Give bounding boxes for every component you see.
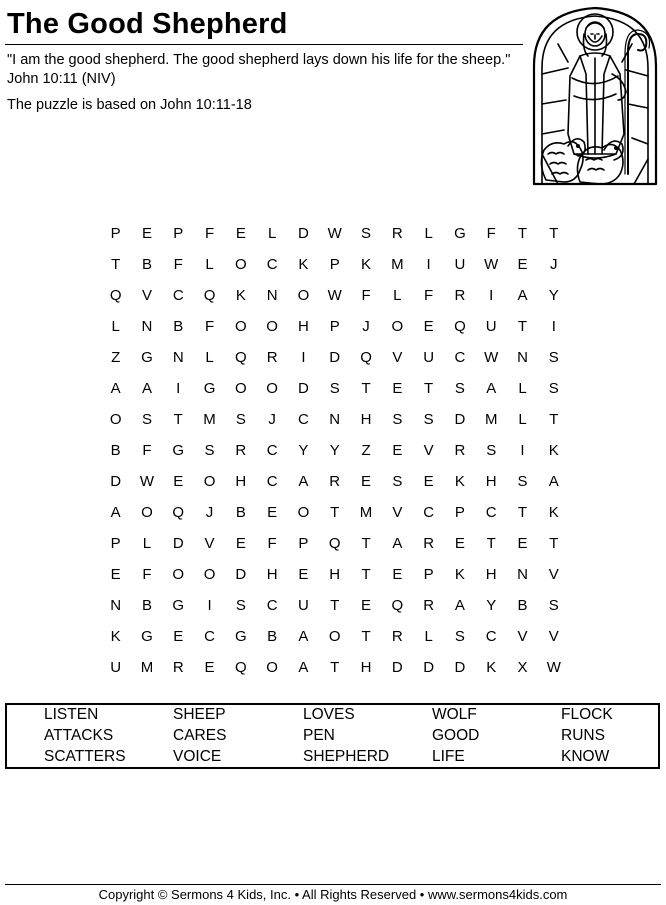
grid-letter[interactable]: A (298, 659, 309, 676)
grid-letter[interactable]: Y (548, 287, 559, 304)
grid-letter[interactable]: H (360, 411, 372, 428)
grid-letter[interactable]: S (517, 473, 528, 490)
grid-letter[interactable]: N (517, 349, 528, 366)
grid-letter[interactable]: D (329, 349, 341, 366)
grid-letter[interactable]: S (548, 380, 559, 397)
grid-letter[interactable]: B (173, 318, 184, 335)
grid-letter[interactable]: H (266, 566, 278, 583)
grid-letter[interactable]: B (267, 628, 278, 645)
grid-letter[interactable]: N (141, 318, 153, 335)
grid-letter[interactable]: I (520, 442, 525, 459)
grid-letter[interactable]: O (235, 256, 247, 273)
grid-letter[interactable]: P (298, 535, 309, 552)
grid-letter[interactable]: A (298, 628, 309, 645)
grid-letter[interactable]: N (172, 349, 184, 366)
grid-letter[interactable]: A (486, 380, 497, 397)
grid-letter[interactable]: P (423, 566, 434, 583)
grid-letter[interactable]: S (235, 411, 246, 428)
grid-letter[interactable]: V (392, 504, 403, 521)
grid-letter[interactable]: T (361, 566, 371, 583)
grid-row (100, 249, 569, 280)
grid-letter[interactable]: Q (328, 535, 341, 552)
grid-letter[interactable]: D (423, 659, 435, 676)
grid-letter[interactable]: U (423, 349, 435, 366)
grid-letter[interactable]: S (454, 628, 465, 645)
grid-row (100, 497, 569, 528)
grid-letter[interactable]: S (423, 411, 434, 428)
word-search-grid (100, 218, 569, 683)
grid-letter[interactable]: D (110, 473, 122, 490)
grid-letter[interactable]: P (110, 535, 121, 552)
grid-letter[interactable]: W (484, 256, 499, 273)
page-title: The Good Shepherd (7, 8, 288, 40)
grid-letter[interactable]: N (517, 566, 528, 583)
grid-letter[interactable]: U (485, 318, 497, 335)
grid-letter[interactable]: Q (391, 597, 404, 614)
grid-row (100, 528, 569, 559)
grid-letter[interactable]: G (172, 597, 185, 614)
grid-letter[interactable]: V (548, 628, 559, 645)
grid-letter[interactable]: P (173, 225, 184, 242)
grid-letter[interactable]: U (298, 597, 309, 614)
grid-letter[interactable]: T (549, 535, 559, 552)
grid-letter[interactable]: H (235, 473, 247, 490)
grid-letter[interactable]: J (268, 411, 276, 428)
word-bank-item: GOOD (432, 727, 480, 744)
grid-letter[interactable]: J (550, 256, 558, 273)
grid-letter[interactable]: E (392, 380, 403, 397)
grid-letter[interactable]: T (330, 597, 340, 614)
grid-letter[interactable]: A (454, 597, 465, 614)
grid-letter[interactable]: H (485, 566, 497, 583)
grid-letter[interactable]: M (391, 256, 404, 273)
grid-letter[interactable]: T (173, 411, 183, 428)
word-bank-item: LISTEN (44, 706, 99, 723)
grid-letter[interactable]: L (142, 535, 152, 552)
grid-letter[interactable]: D (391, 659, 403, 676)
grid-row (100, 590, 569, 621)
word-bank-item: SHEEP (173, 706, 226, 723)
grid-letter[interactable]: T (549, 225, 559, 242)
grid-letter[interactable]: I (301, 349, 306, 366)
grid-letter[interactable]: G (141, 628, 153, 645)
grid-row (100, 466, 569, 497)
grid-letter[interactable]: V (392, 349, 403, 366)
grid-letter[interactable]: P (329, 256, 340, 273)
grid-letter[interactable]: B (517, 597, 528, 614)
grid-letter[interactable]: L (393, 287, 402, 304)
word-bank-item: LOVES (303, 706, 355, 723)
grid-letter[interactable]: F (361, 287, 371, 304)
grid-row (100, 652, 569, 683)
grid-letter[interactable]: E (141, 225, 152, 242)
grid-letter[interactable]: H (360, 659, 372, 676)
grid-letter[interactable]: G (454, 225, 466, 242)
word-bank-item: CARES (173, 727, 227, 744)
grid-letter[interactable]: K (548, 442, 559, 459)
grid-letter[interactable]: Y (329, 442, 340, 459)
grid-letter[interactable]: M (140, 659, 154, 676)
grid-letter[interactable]: E (173, 473, 184, 490)
scripture-verse: "I am the good shepherd. The good shepherd lays down his life for the sheep." John 10:11 (NIV) (7, 52, 511, 87)
grid-letter[interactable]: U (454, 256, 466, 273)
shepherd-illustration (528, 4, 662, 186)
grid-letter[interactable]: Q (360, 349, 372, 366)
grid-letter[interactable]: N (329, 411, 341, 428)
grid-letter[interactable]: P (454, 504, 465, 521)
word-bank-item: KNOW (561, 748, 610, 765)
grid-letter[interactable]: Q (235, 349, 247, 366)
grid-letter[interactable]: K (298, 256, 309, 273)
grid-letter[interactable]: A (110, 380, 121, 397)
grid-letter[interactable]: G (141, 349, 153, 366)
grid-letter[interactable]: S (204, 442, 215, 459)
grid-letter[interactable]: S (361, 225, 372, 242)
word-bank-item: SCATTERS (44, 748, 126, 765)
grid-letter[interactable]: S (454, 380, 465, 397)
grid-letter[interactable]: B (141, 597, 152, 614)
grid-letter[interactable]: T (424, 380, 434, 397)
grid-letter[interactable]: C (266, 442, 278, 459)
grid-letter[interactable]: K (454, 566, 465, 583)
grid-letter[interactable]: E (235, 225, 246, 242)
grid-letter[interactable]: E (361, 473, 372, 490)
grid-row (100, 621, 569, 652)
grid-letter[interactable]: Z (111, 349, 121, 366)
grid-letter[interactable]: C (423, 504, 435, 521)
grid-letter[interactable]: B (235, 504, 246, 521)
grid-letter[interactable]: Q (454, 318, 466, 335)
grid-letter[interactable]: L (205, 256, 214, 273)
grid-letter[interactable]: V (517, 628, 528, 645)
grid-letter[interactable]: S (329, 380, 340, 397)
grid-letter[interactable]: R (391, 628, 403, 645)
footer-divider (5, 884, 661, 885)
grid-letter[interactable]: T (486, 535, 496, 552)
grid-letter[interactable]: G (172, 442, 185, 459)
grid-letter[interactable]: K (235, 287, 246, 304)
grid-letter[interactable]: V (423, 442, 434, 459)
grid-letter[interactable]: I (489, 287, 494, 304)
grid-letter[interactable]: Q (109, 287, 122, 304)
grid-letter[interactable]: O (297, 504, 310, 521)
grid-letter[interactable]: E (517, 256, 528, 273)
word-bank-item: FLOCK (561, 706, 613, 723)
grid-letter[interactable]: P (110, 225, 121, 242)
grid-letter[interactable]: S (392, 411, 403, 428)
grid-letter[interactable]: R (454, 442, 466, 459)
grid-letter[interactable]: Y (298, 442, 309, 459)
grid-letter[interactable]: D (298, 380, 309, 397)
word-bank-item: WOLF (432, 706, 477, 723)
grid-letter[interactable]: E (298, 566, 309, 583)
grid-letter[interactable]: E (454, 535, 465, 552)
grid-letter[interactable]: O (266, 659, 278, 676)
grid-row (100, 373, 569, 404)
grid-letter[interactable]: O (328, 628, 341, 645)
grid-letter[interactable]: F (486, 225, 496, 242)
puzzle-basis-note: The puzzle is based on John 10:11-18 (7, 97, 252, 113)
grid-letter[interactable]: O (235, 318, 247, 335)
grid-letter[interactable]: E (392, 442, 403, 459)
grid-letter[interactable]: V (141, 287, 152, 304)
copyright-footer: Copyright © Sermons 4 Kids, Inc. • All Rights Reserved • www.sermons4kids.com (98, 887, 568, 902)
grid-letter[interactable]: T (549, 411, 559, 428)
grid-letter[interactable]: F (142, 566, 152, 583)
grid-letter[interactable]: C (266, 473, 278, 490)
grid-letter[interactable]: R (423, 597, 435, 614)
grid-letter[interactable]: U (110, 659, 122, 676)
grid-letter[interactable]: Q (235, 659, 247, 676)
grid-letter[interactable]: O (203, 473, 216, 490)
grid-letter[interactable]: T (517, 504, 528, 521)
grid-letter[interactable]: V (548, 566, 559, 583)
grid-letter[interactable]: Q (172, 504, 185, 521)
grid-letter[interactable]: T (361, 535, 371, 552)
grid-letter[interactable]: C (485, 504, 497, 521)
grid-letter[interactable]: I (551, 318, 556, 335)
grid-letter[interactable]: E (173, 628, 184, 645)
grid-letter[interactable]: N (266, 287, 278, 304)
grid-letter[interactable]: M (359, 504, 373, 521)
grid-letter[interactable]: K (361, 256, 372, 273)
grid-letter[interactable]: K (486, 659, 497, 676)
grid-letter[interactable]: T (517, 318, 528, 335)
grid-letter[interactable]: W (546, 659, 561, 676)
grid-letter[interactable]: T (111, 256, 121, 273)
grid-letter[interactable]: P (329, 318, 340, 335)
grid-letter[interactable]: E (235, 535, 246, 552)
grid-letter[interactable]: L (267, 225, 277, 242)
grid-letter[interactable]: E (423, 318, 434, 335)
grid-letter[interactable]: F (204, 225, 215, 242)
grid-letter[interactable]: G (203, 380, 216, 397)
grid-letter[interactable]: C (172, 287, 184, 304)
grid-letter[interactable]: B (141, 256, 152, 273)
grid-letter[interactable]: O (391, 318, 404, 335)
grid-letter[interactable]: H (298, 318, 309, 335)
grid-letter[interactable]: J (205, 504, 214, 521)
grid-letter[interactable]: K (454, 473, 465, 490)
word-bank-item: SHEPHERD (303, 748, 390, 765)
grid-letter[interactable]: E (267, 504, 278, 521)
grid-row (100, 342, 569, 373)
grid-letter[interactable]: R (329, 473, 341, 490)
grid-letter[interactable]: W (327, 225, 342, 242)
grid-letter[interactable]: D (235, 566, 247, 583)
grid-letter[interactable]: R (391, 225, 403, 242)
grid-letter[interactable]: A (298, 473, 309, 490)
grid-letter[interactable]: S (392, 473, 403, 490)
grid-letter[interactable]: A (110, 504, 121, 521)
grid-letter[interactable]: C (266, 597, 278, 614)
grid-letter[interactable]: I (426, 256, 431, 273)
grid-letter[interactable]: S (486, 442, 497, 459)
grid-letter[interactable]: L (518, 411, 527, 428)
grid-letter[interactable]: T (361, 380, 371, 397)
grid-letter[interactable]: L (424, 225, 433, 242)
grid-letter[interactable]: T (330, 504, 340, 521)
grid-letter[interactable]: E (423, 473, 434, 490)
grid-letter[interactable]: Y (486, 597, 497, 614)
grid-letter[interactable]: O (203, 566, 216, 583)
grid-letter[interactable]: B (110, 442, 121, 459)
grid-row (100, 311, 569, 342)
grid-letter[interactable]: A (517, 287, 528, 304)
grid-letter[interactable]: O (141, 504, 153, 521)
grid-letter[interactable]: F (424, 287, 434, 304)
grid-letter[interactable]: T (330, 659, 340, 676)
grid-letter[interactable]: S (548, 349, 559, 366)
grid-letter[interactable]: E (204, 659, 215, 676)
grid-letter[interactable]: C (454, 349, 466, 366)
title-divider (5, 44, 523, 45)
grid-letter[interactable]: F (204, 318, 215, 335)
grid-letter[interactable]: Z (361, 442, 371, 459)
grid-letter[interactable]: K (548, 504, 559, 521)
grid-letter[interactable]: I (176, 380, 181, 397)
grid-letter[interactable]: D (172, 535, 184, 552)
grid-letter[interactable]: R (454, 287, 466, 304)
grid-letter[interactable]: L (424, 628, 433, 645)
grid-letter[interactable]: F (267, 535, 277, 552)
grid-letter[interactable]: F (142, 442, 152, 459)
grid-letter[interactable]: M (484, 411, 498, 428)
grid-letter[interactable]: H (329, 566, 341, 583)
word-bank-item: PEN (303, 727, 335, 744)
grid-row (100, 559, 569, 590)
grid-letter[interactable]: L (518, 380, 527, 397)
grid-letter[interactable]: R (423, 535, 435, 552)
grid-letter[interactable]: K (110, 628, 121, 645)
grid-letter[interactable]: O (235, 380, 247, 397)
grid-letter[interactable]: R (235, 442, 247, 459)
grid-letter[interactable]: O (266, 380, 278, 397)
grid-letter[interactable]: O (266, 318, 278, 335)
grid-letter[interactable]: T (361, 628, 371, 645)
grid-letter[interactable]: E (517, 535, 528, 552)
grid-letter[interactable]: X (517, 659, 528, 676)
grid-letter[interactable]: A (141, 380, 152, 397)
grid-letter[interactable]: T (517, 225, 528, 242)
grid-letter[interactable]: I (207, 597, 212, 614)
grid-letter[interactable]: H (485, 473, 497, 490)
grid-letter[interactable]: C (298, 411, 309, 428)
grid-letter[interactable]: O (109, 411, 122, 428)
word-bank-item: RUNS (561, 727, 605, 744)
grid-letter[interactable]: G (235, 628, 247, 645)
grid-letter[interactable]: O (172, 566, 185, 583)
word-bank-item: LIFE (432, 748, 465, 765)
grid-letter[interactable]: C (204, 628, 215, 645)
grid-letter[interactable]: R (266, 349, 278, 366)
grid-row (100, 218, 569, 249)
word-bank (5, 703, 660, 769)
grid-letter[interactable]: D (454, 411, 466, 428)
grid-letter[interactable]: D (298, 225, 309, 242)
grid-letter[interactable]: S (548, 597, 559, 614)
grid-letter[interactable]: E (361, 597, 372, 614)
grid-letter[interactable]: C (485, 628, 497, 645)
grid-letter[interactable]: J (362, 318, 370, 335)
grid-letter[interactable]: Q (203, 287, 216, 304)
grid-letter[interactable]: N (110, 597, 122, 614)
grid-letter[interactable]: L (111, 318, 120, 335)
grid-letter[interactable]: E (392, 566, 403, 583)
grid-letter[interactable]: D (454, 659, 466, 676)
grid-row (100, 404, 569, 435)
grid-letter[interactable]: L (205, 349, 214, 366)
grid-letter[interactable]: M (203, 411, 216, 428)
grid-letter[interactable]: W (327, 287, 342, 304)
grid-row (100, 435, 569, 466)
grid-letter[interactable]: W (484, 349, 499, 366)
grid-letter[interactable]: E (110, 566, 121, 583)
grid-letter[interactable]: S (141, 411, 152, 428)
grid-letter[interactable]: R (172, 659, 184, 676)
grid-letter[interactable]: F (173, 256, 183, 273)
grid-row (100, 280, 569, 311)
grid-letter[interactable]: S (235, 597, 246, 614)
word-bank-item: ATTACKS (44, 727, 114, 744)
grid-letter[interactable]: A (548, 473, 559, 490)
grid-letter[interactable]: C (266, 256, 278, 273)
grid-letter[interactable]: O (297, 287, 310, 304)
word-bank-item: VOICE (173, 748, 222, 765)
grid-letter[interactable]: W (139, 473, 155, 490)
grid-letter[interactable]: A (392, 535, 403, 552)
grid-letter[interactable]: V (204, 535, 215, 552)
